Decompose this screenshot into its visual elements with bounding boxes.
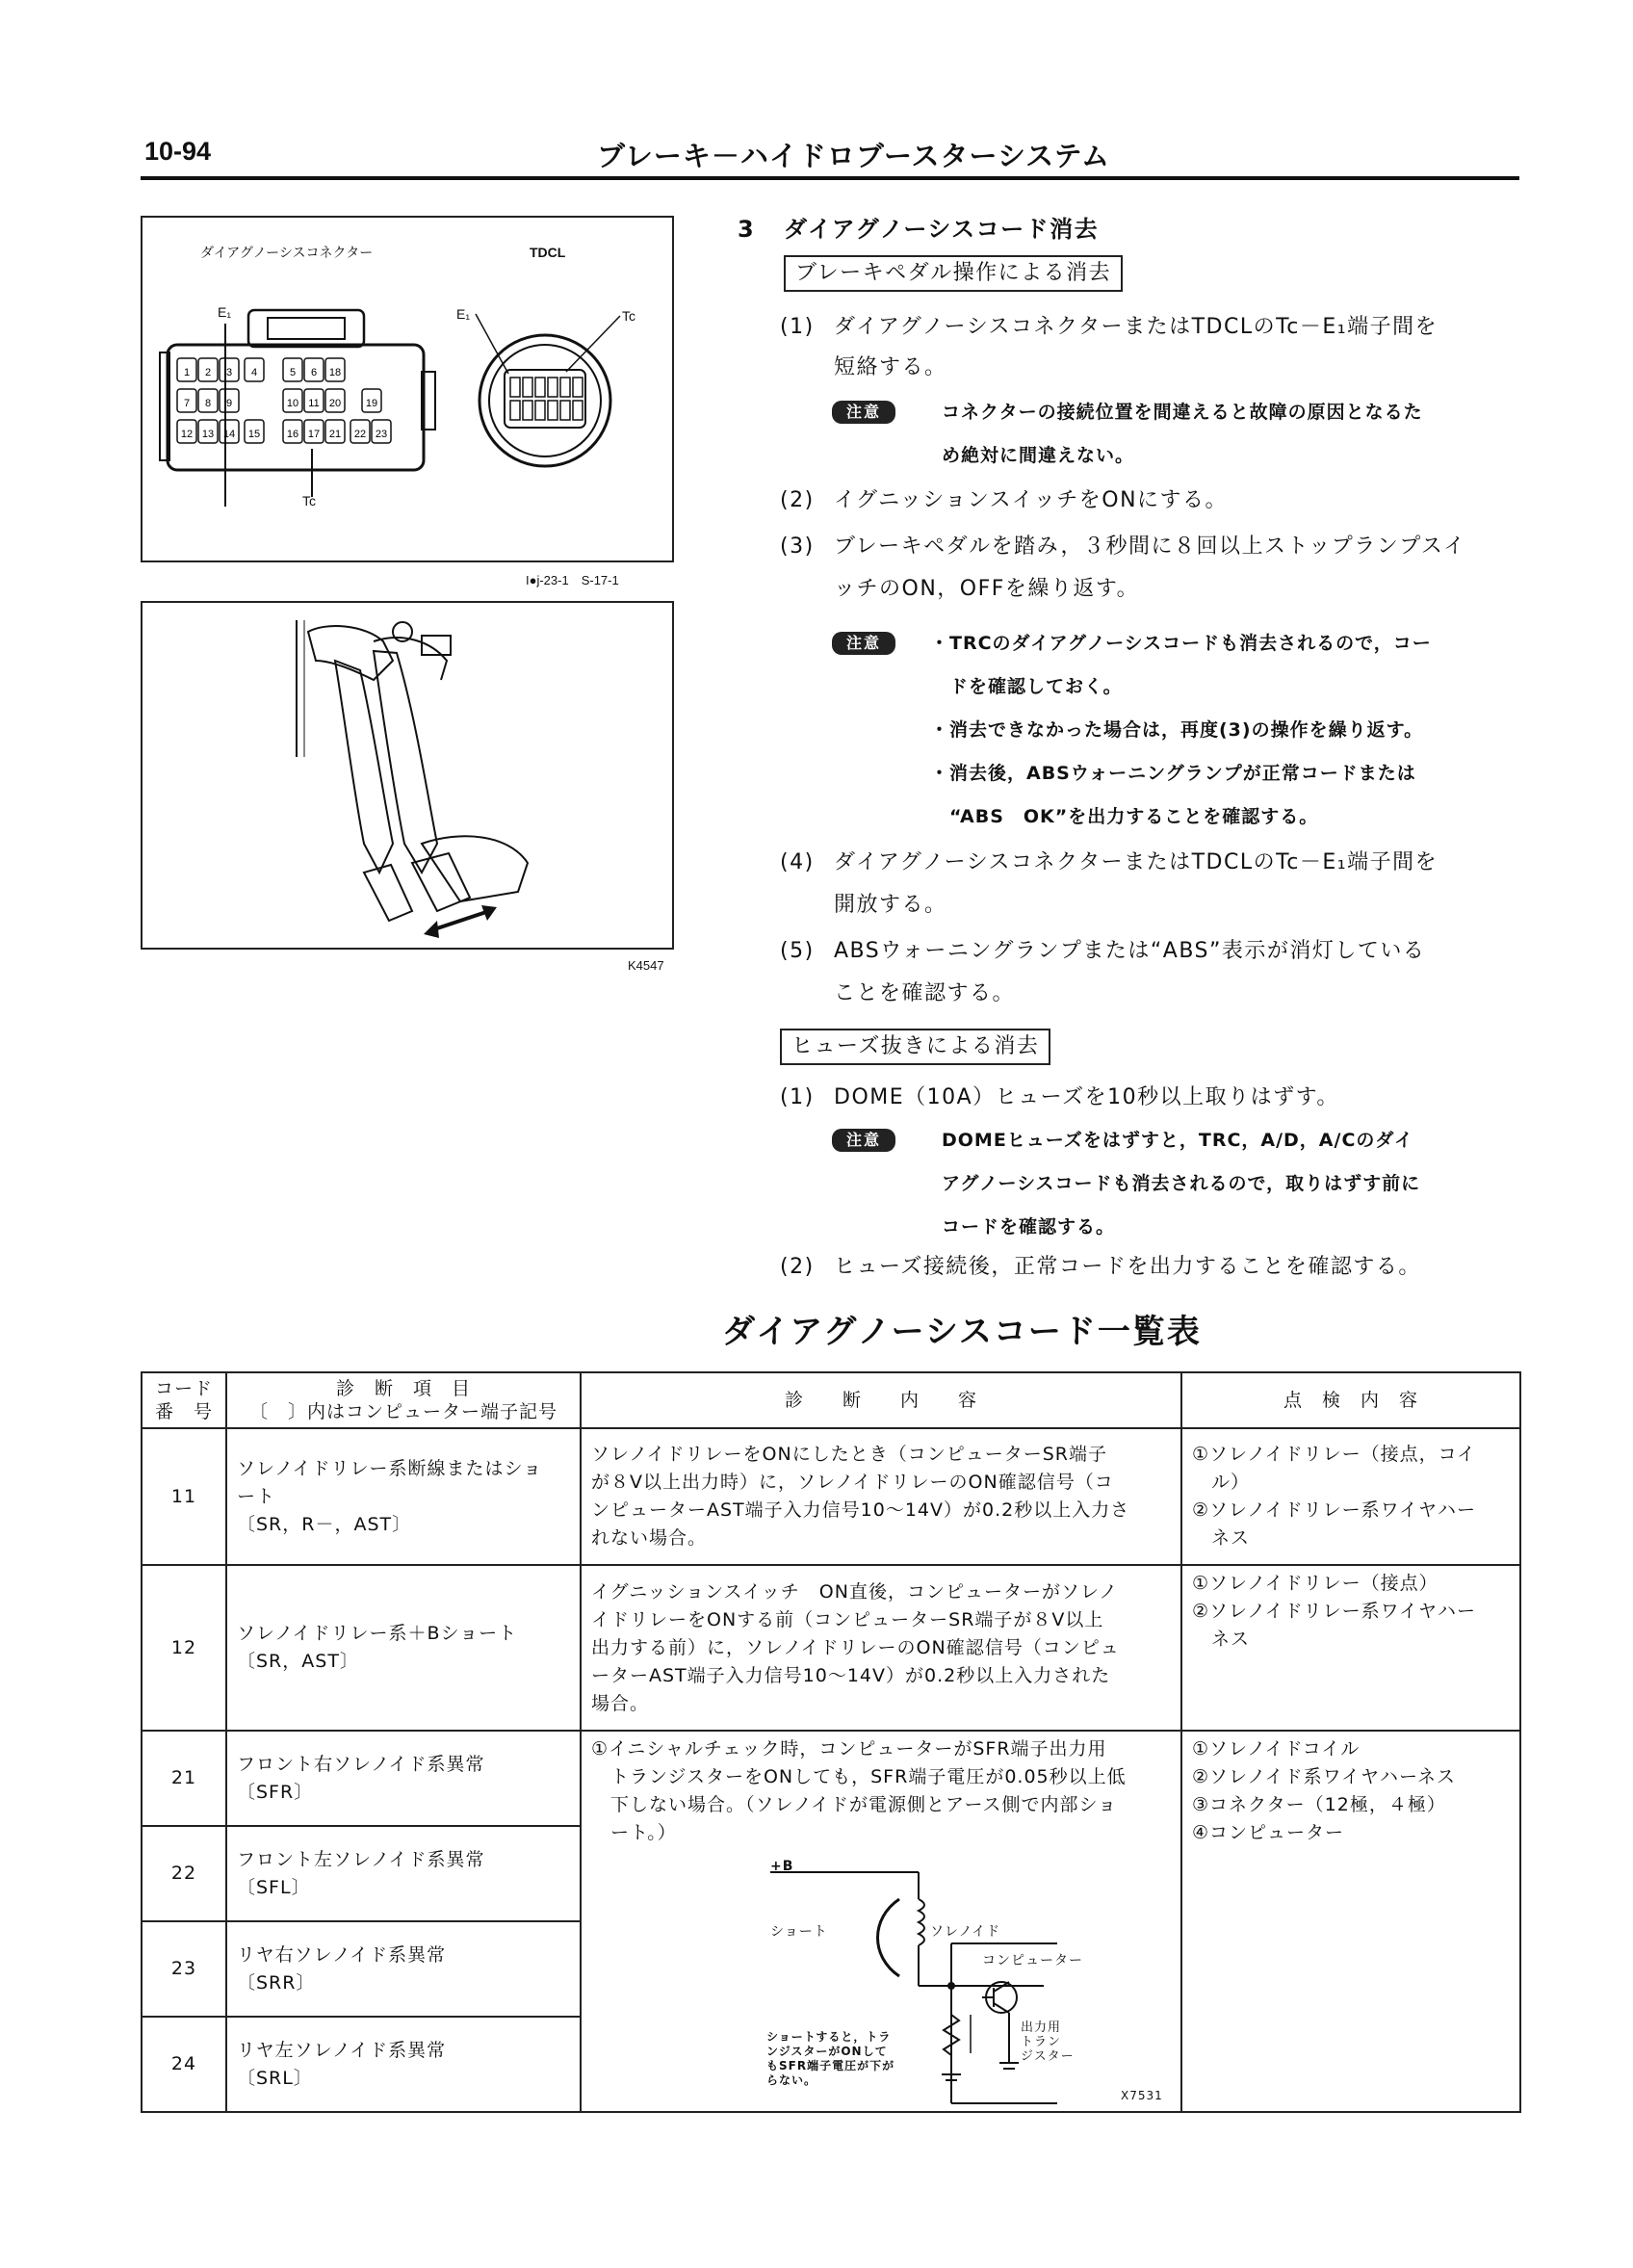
section-title: ダイアグノーシスコード消去 <box>784 216 1100 243</box>
note-line: アグノーシスコードも消去されるので，取りはずす前に <box>942 1173 1421 1194</box>
tdcl-pin <box>535 401 545 420</box>
step-text-line: 短絡する。 <box>834 355 947 379</box>
step-number: (4) <box>780 850 815 874</box>
brake-pedal-drawing <box>143 603 676 952</box>
table-row <box>142 1731 1520 1826</box>
circuit-fig-id: X7531 <box>1121 2089 1163 2102</box>
tdcl-pin <box>523 401 532 420</box>
circuit-b-label: +B <box>770 1859 794 1874</box>
solenoid-content-text: ①イニシャルチェック時，コンピューターがSFR端子出力用 トランジスターをONしても，SFR端子電圧が0.05秒以上低 下しない場合。（ソレノイドが電源側とアース側で内部ショ ート。） <box>591 1738 1127 1843</box>
note-line: ・消去できなかった場合は，再度(3)の操作を繰り返す。 <box>930 719 1424 741</box>
connector-pin-label: 22 <box>353 429 367 440</box>
note-line: ・消去後，ABSウォーニングランプが正常コードまたは <box>930 763 1416 784</box>
tdcl-pin <box>560 378 570 397</box>
note-line: コードを確認する。 <box>942 1216 1116 1238</box>
header-code: コード 番 号 <box>142 1372 226 1428</box>
step-text-line: ブレーキペダルを踏み，３秒間に８回以上ストップランプスイ <box>834 534 1466 559</box>
tdcl-pin <box>548 401 557 420</box>
note-line: DOMEヒューズをはずすと，TRC，A/D，A/Cのダイ <box>942 1130 1414 1151</box>
page-number: 10-94 <box>144 137 212 166</box>
connector-pin-label: 13 <box>201 429 215 440</box>
note-line: コネクターの接続位置を間違えると故障の原因となるた <box>942 402 1423 423</box>
connector-pin-label: 1 <box>183 367 191 378</box>
note-line: “ABS OK”を出力することを確認する。 <box>930 806 1319 827</box>
method2-label: ヒューズ抜きによる消去 <box>780 1029 1050 1065</box>
step-number: (2) <box>780 1255 815 1279</box>
step-text-line: ッチのON，OFFを繰り返す。 <box>834 577 1140 601</box>
header-item: 診 断 項 目 〔 〕内はコンピューター端子記号 <box>226 1372 581 1428</box>
step-text-line: DOME（10A）ヒューズを10秒以上取りはずす。 <box>834 1085 1339 1109</box>
solenoid-check-cell: ①ソレノイドコイル ②ソレノイド系ワイヤハーネス ③コネクター（12極，４極） ④コンピューター <box>1181 1731 1520 2112</box>
step-text-line: ヒューズ接続後，正常コードを出力することを確認する。 <box>834 1255 1421 1279</box>
header-content: 診 断 内 容 <box>581 1372 1181 1428</box>
note-line: ・TRCのダイアグノーシスコードも消去されるので，コー <box>930 633 1432 654</box>
connector-pin-label: 16 <box>286 429 299 440</box>
code-cell: 22 <box>142 1826 226 1921</box>
table-title: ダイアグノーシスコード一覧表 <box>722 1313 1202 1351</box>
content-cell: イグニッションスイッチ ON直後，コンピューターがソレノ イドリレーをONする前（コンピューターSR端子が８V以上 出力する前）に，ソレノイドリレーのON確認信号（コンピュ ーターAST端子入力信号10～14V）が0.2秒以上入力された 場合。 <box>581 1565 1181 1731</box>
content-cell: ソレノイドリレーをONにしたとき（コンピューターSR端子 が８V以上出力時）に，ソレノイドリレーのON確認信号（コ ンピューターAST端子入力信号10～14V）が0.2秒以上入力さ れない場合。 <box>581 1428 1181 1565</box>
connector-pin-label: 14 <box>222 429 236 440</box>
check-cell: ①ソレノイドリレー（接点，コイ ル） ②ソレノイドリレー系ワイヤハー ネス <box>1181 1428 1520 1565</box>
connector-pin-label: 3 <box>225 367 233 378</box>
table-header-row <box>142 1372 1520 1428</box>
code-cell: 12 <box>142 1565 226 1731</box>
connector-pin-label: 12 <box>180 429 194 440</box>
solenoid-content-cell <box>581 1731 1181 2112</box>
e1-left-label: E₁ <box>218 304 232 320</box>
tdcl-pin <box>560 401 570 420</box>
brake-pedal-figure <box>141 601 674 950</box>
circuit-computer-label: コンピューター <box>982 1953 1083 1968</box>
circuit-drawing <box>582 1851 1182 2111</box>
method1-label: ブレーキペダル操作による消去 <box>784 255 1123 292</box>
diagnosis-code-table <box>141 1371 1521 2113</box>
tdcl-pin <box>535 378 545 397</box>
connector-pin-label: 7 <box>183 398 191 409</box>
step-text-line: イグニッションスイッチをONにする。 <box>834 488 1229 512</box>
table-row <box>142 1565 1520 1731</box>
code-cell: 24 <box>142 2017 226 2112</box>
note-line: め絶対に間違えない。 <box>942 445 1135 466</box>
step-number: (1) <box>780 315 815 339</box>
connector-pin-label: 18 <box>328 367 342 378</box>
step-number: (1) <box>780 1085 815 1109</box>
brake-pedal-figure-caption: K4547 <box>628 958 664 973</box>
step-text-line: ダイアグノーシスコネクターまたはTDCLのTc－E₁端子間を <box>834 315 1439 339</box>
step-number: (2) <box>780 488 815 512</box>
note-badge: 注意 <box>832 401 895 424</box>
connector-pin-label: 21 <box>328 429 342 440</box>
code-cell: 23 <box>142 1921 226 2017</box>
connector-pin-label: 11 <box>308 398 320 409</box>
tdcl-pin <box>510 378 520 397</box>
step-text-line: ことを確認する。 <box>834 981 1016 1005</box>
circuit-solenoid-label: ソレノイド <box>930 1924 1001 1940</box>
connector-pin-label: 15 <box>247 429 261 440</box>
tdcl-pin <box>510 401 520 420</box>
tc-bottom-label: Tc <box>302 493 316 508</box>
circuit-short-label: ショート <box>770 1924 828 1940</box>
code-cell: 11 <box>142 1428 226 1565</box>
circuit-transistor-label: 出力用 トラン ジスター <box>1021 2020 1075 2064</box>
connector-pin-label: 2 <box>204 367 212 378</box>
connector-pin-label: 10 <box>286 398 299 409</box>
item-cell: ソレノイドリレー系＋Bショート 〔SR，AST〕 <box>226 1565 581 1731</box>
connector-drawing <box>143 218 676 564</box>
item-cell: リヤ右ソレノイド系異常 〔SRR〕 <box>226 1921 581 2017</box>
tc-right-label: Tc <box>622 308 635 324</box>
connector-figure-caption: I●j-23-1 S-17-1 <box>526 573 619 587</box>
check-cell: ①ソレノイドリレー（接点） ②ソレノイドリレー系ワイヤハー ネス <box>1181 1565 1520 1731</box>
tdcl-pin <box>548 378 557 397</box>
connector-pin-label: 17 <box>307 429 321 440</box>
connector-pin-label: 6 <box>310 367 318 378</box>
connector-pin-label: 8 <box>204 398 212 409</box>
connector-pin-label: 19 <box>365 398 378 409</box>
header-rule <box>141 176 1519 180</box>
step-text-line: ABSウォーニングランプまたは“ABS”表示が消灯している <box>834 939 1426 963</box>
tdcl-pin <box>573 378 583 397</box>
step-text-line: ダイアグノーシスコネクターまたはTDCLのTc－E₁端子間を <box>834 850 1439 874</box>
code-cell: 21 <box>142 1731 226 1826</box>
step-text-line: 開放する。 <box>834 893 947 917</box>
item-cell: フロント左ソレノイド系異常 〔SFL〕 <box>226 1826 581 1921</box>
section-number: 3 <box>738 216 756 243</box>
connector-pin-label: 4 <box>250 367 258 378</box>
page-title: ブレーキ－ハイドロブースターシステム <box>597 140 1111 172</box>
tdcl-label: TDCL <box>530 245 566 260</box>
connector-figure <box>141 216 674 562</box>
connector-label: ダイアグノーシスコネクター <box>200 245 374 260</box>
connector-pin-label: 23 <box>375 429 388 440</box>
step-number: (5) <box>780 939 815 963</box>
step-number: (3) <box>780 534 815 559</box>
item-cell: ソレノイドリレー系断線またはショ ート 〔SR，R－，AST〕 <box>226 1428 581 1565</box>
table-row <box>142 1428 1520 1565</box>
circuit-note: ショートすると，トラ ンジスターがONして もSFR端子電圧が下が らない。 <box>766 2030 895 2087</box>
e1-right-label: E₁ <box>456 306 471 322</box>
header-check: 点 検 内 容 <box>1181 1372 1520 1428</box>
tdcl-pin <box>573 401 583 420</box>
note-badge: 注意 <box>832 632 895 655</box>
tdcl-pin <box>523 378 532 397</box>
connector-pin-label: 20 <box>328 398 342 409</box>
item-cell: リヤ左ソレノイド系異常 〔SRL〕 <box>226 2017 581 2112</box>
note-line: ドを確認しておく。 <box>930 676 1123 697</box>
solenoid-circuit <box>582 1851 1180 2111</box>
item-cell: フロント右ソレノイド系異常 〔SFR〕 <box>226 1731 581 1826</box>
connector-pin-label: 5 <box>289 367 297 378</box>
connector-pin-label: 9 <box>225 398 233 409</box>
note-badge: 注意 <box>832 1129 895 1152</box>
